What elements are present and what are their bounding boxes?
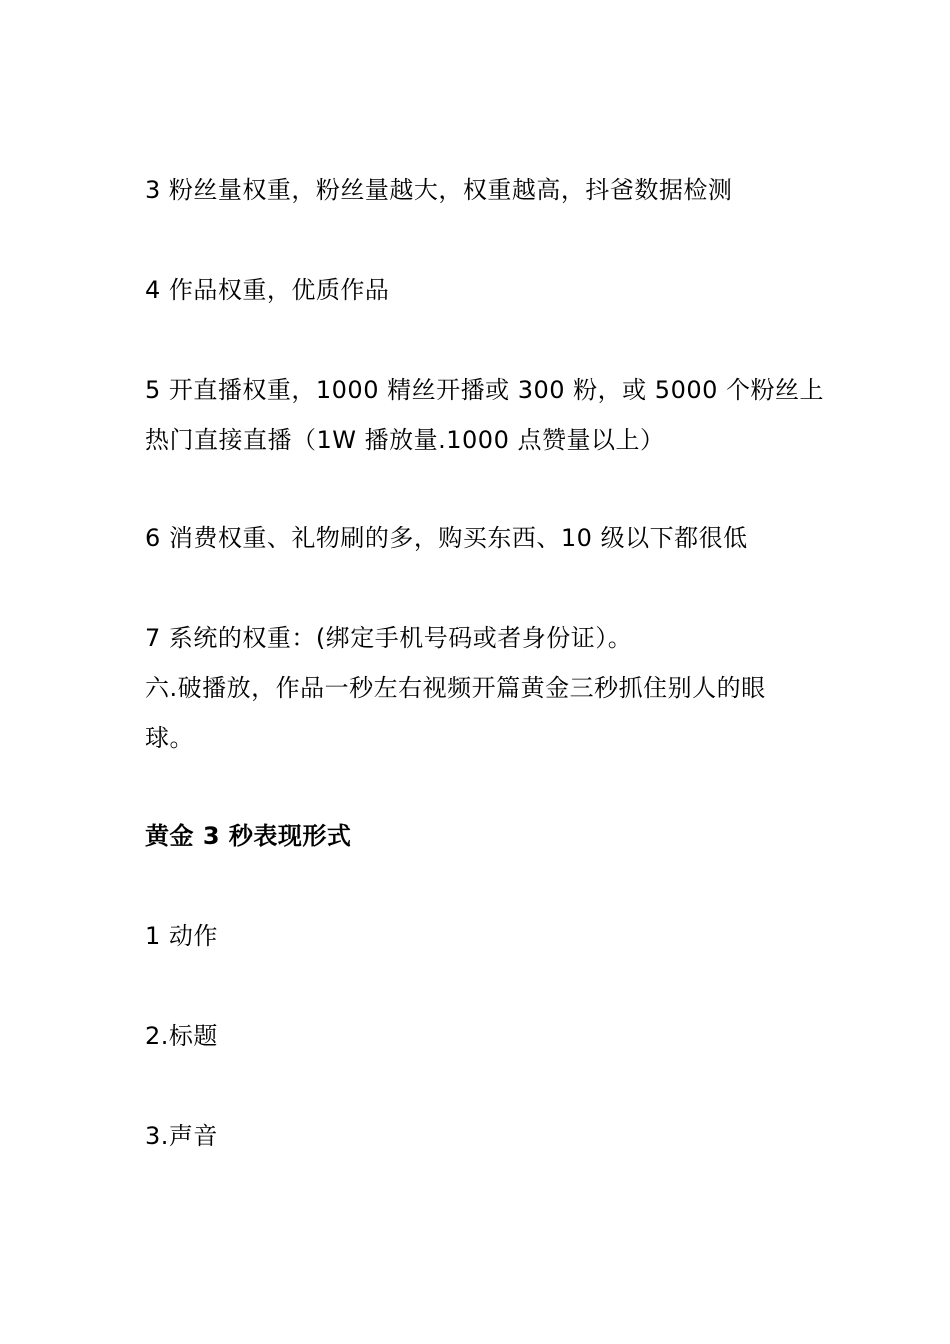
paragraph-break-play-line1: 六.破播放，作品一秒左右视频开篇黄金三秒抓住别人的眼 xyxy=(145,674,766,702)
list-item-action: 1 动作 xyxy=(145,922,218,950)
paragraph-live-weight-line2: 热门直接直播（1W 播放量.1000 点赞量以上） xyxy=(145,426,665,454)
section-heading: 黄金 3 秒表现形式 xyxy=(145,822,352,850)
paragraph-fan-weight: 3 粉丝量权重，粉丝量越大，权重越高，抖爸数据检测 xyxy=(145,176,733,204)
paragraph-system-weight: 7 系统的权重：(绑定手机号码或者身份证）。 xyxy=(145,624,633,652)
list-item-sound: 3.声音 xyxy=(145,1122,218,1150)
paragraph-break-play-line2: 球。 xyxy=(145,724,194,752)
paragraph-consume-weight: 6 消费权重、礼物刷的多，购买东西、10 级以下都很低 xyxy=(145,524,748,552)
paragraph-work-weight: 4 作品权重，优质作品 xyxy=(145,276,390,304)
list-item-title: 2.标题 xyxy=(145,1022,218,1050)
paragraph-live-weight-line1: 5 开直播权重，1000 精丝开播或 300 粉，或 5000 个粉丝上 xyxy=(145,376,825,404)
